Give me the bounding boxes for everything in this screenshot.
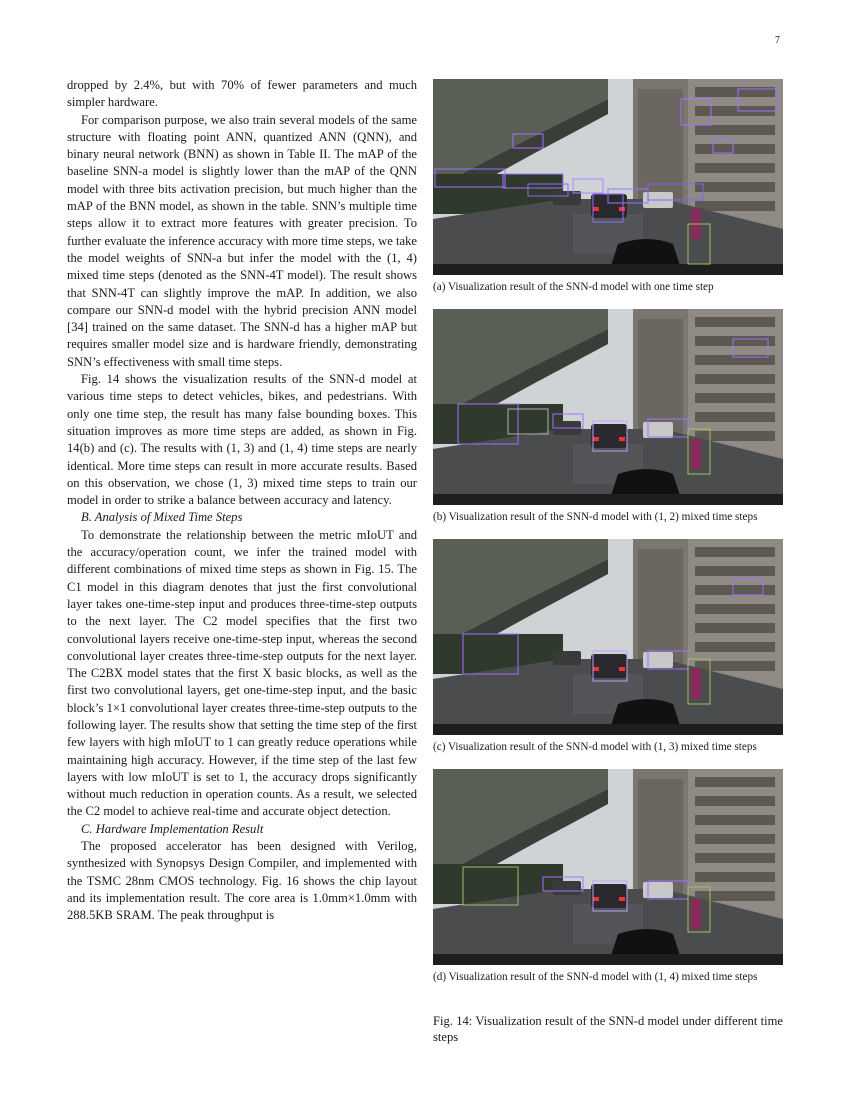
paragraph-4: To demonstrate the relationship between the metric mIoUT and the accuracy/operation count, we infer the trained model with different combinations of mixed time steps as shown in Fig. 15. The C1 model in this diagram denotes that just the first convolutional layer takes one-time-step input and produces three-time-step outputs to the next layer. The C2 model specifies that the first two convolutional layers receive one-time-step input, whereas the second convolutional layer creates three-time-step outputs for the next layer. The C2BX model states that the first X basic blocks, as well as the first two convolutional layers, get one-time-step input, and the basic block’s 1×1 convolutional layer creates three-time-step outputs to the following layer. The results show that setting the time step of the first few layers with high mIoUT to 1 can greatly reduce operations while maintaining high accuracy. However, if the time step of the last few layers with low mIoUT is set to 1, the accuracy drops significantly without much reduction in operation counts. As a result, we selected the C2 model to achieve real-time and accurate object detection. xyxy=(67,527,417,819)
left-column xyxy=(67,77,417,925)
paragraph-1: dropped by 2.4%, but with 70% of fewer parameters and much simpler hardware. xyxy=(67,78,417,110)
subfigure-c-caption: (c) Visualization result of the SNN-d model with (1, 3) mixed time steps xyxy=(433,741,757,753)
subfigure-d-caption: (d) Visualization result of the SNN-d model with (1, 4) mixed time steps xyxy=(433,971,758,983)
section-b-heading: B. Analysis of Mixed Time Steps xyxy=(81,510,243,525)
street-scene-image-d xyxy=(433,769,783,965)
figure-14 xyxy=(433,79,783,1045)
paragraph-3: Fig. 14 shows the visualization results of the SNN-d model at various time steps to detect vehicles, bikes, and pedestrians. With only one time step, the result has many false bounding boxes. This situation improves as more time steps are added, as shown in Fig. 14(b) and (c). The results with (1, 3) and (1, 4) time steps are nearly identical. More time steps can result in more accurate results. Based on this observation, we chose (1, 3) mixed time steps to train our model in order to strike a balance between accuracy and latency. xyxy=(67,372,417,508)
street-scene-image-b xyxy=(433,309,783,505)
street-scene-image-a xyxy=(433,79,783,275)
subfigure-a xyxy=(433,79,783,309)
section-c-heading: C. Hardware Implementation Result xyxy=(81,821,264,836)
subfigure-c xyxy=(433,539,783,769)
figure-caption: Fig. 14: Visualization result of the SNN-d model under different time steps xyxy=(433,1014,783,1044)
paragraph-2: For comparison purpose, we also train several models of the same structure with floating point ANN, quantized ANN (QNN), and binary neural network (BNN) as shown in Table II. The mAP of the baseline SNN-a model is slightly lower than the mAP of the QNN model with three bits activation precision, but much higher than the mAP of the BNN model, as shown in the table. SNN’s multiple time steps allow it to extract more features with greater precision. To further evaluate the inference accuracy with more time steps, we take the model weights of SNN-a but infer the model with the (1, 4) mixed time steps (denoted as the SNN-4T model). The result shows that SNN-4T can slightly improve the mAP. In addition, we also compare our SNN-d model with the hybrid precision ANN model [34] trained on the same dataset. The SNN-d has a higher mAP but requires smaller model size and is hardware friendly, demonstrating SNN’s effectiveness with small time steps. xyxy=(67,112,417,369)
street-scene-image-c xyxy=(433,539,783,735)
paragraph-5: The proposed accelerator has been designed with Verilog, synthesized with Synopsys Design Compiler, and implemented with the TSMC 28nm CMOS technology. Fig. 16 shows the chip layout and its implementation result. The core area is 1.0mm×1.0mm with 288.5KB SRAM. The peak throughput is xyxy=(67,839,417,923)
page-number: 7 xyxy=(775,35,780,46)
subfigure-b-caption: (b) Visualization result of the SNN-d model with (1, 2) mixed time steps xyxy=(433,511,758,523)
subfigure-b xyxy=(433,309,783,539)
subfigure-d xyxy=(433,769,783,999)
subfigure-a-caption: (a) Visualization result of the SNN-d model with one time step xyxy=(433,281,714,293)
